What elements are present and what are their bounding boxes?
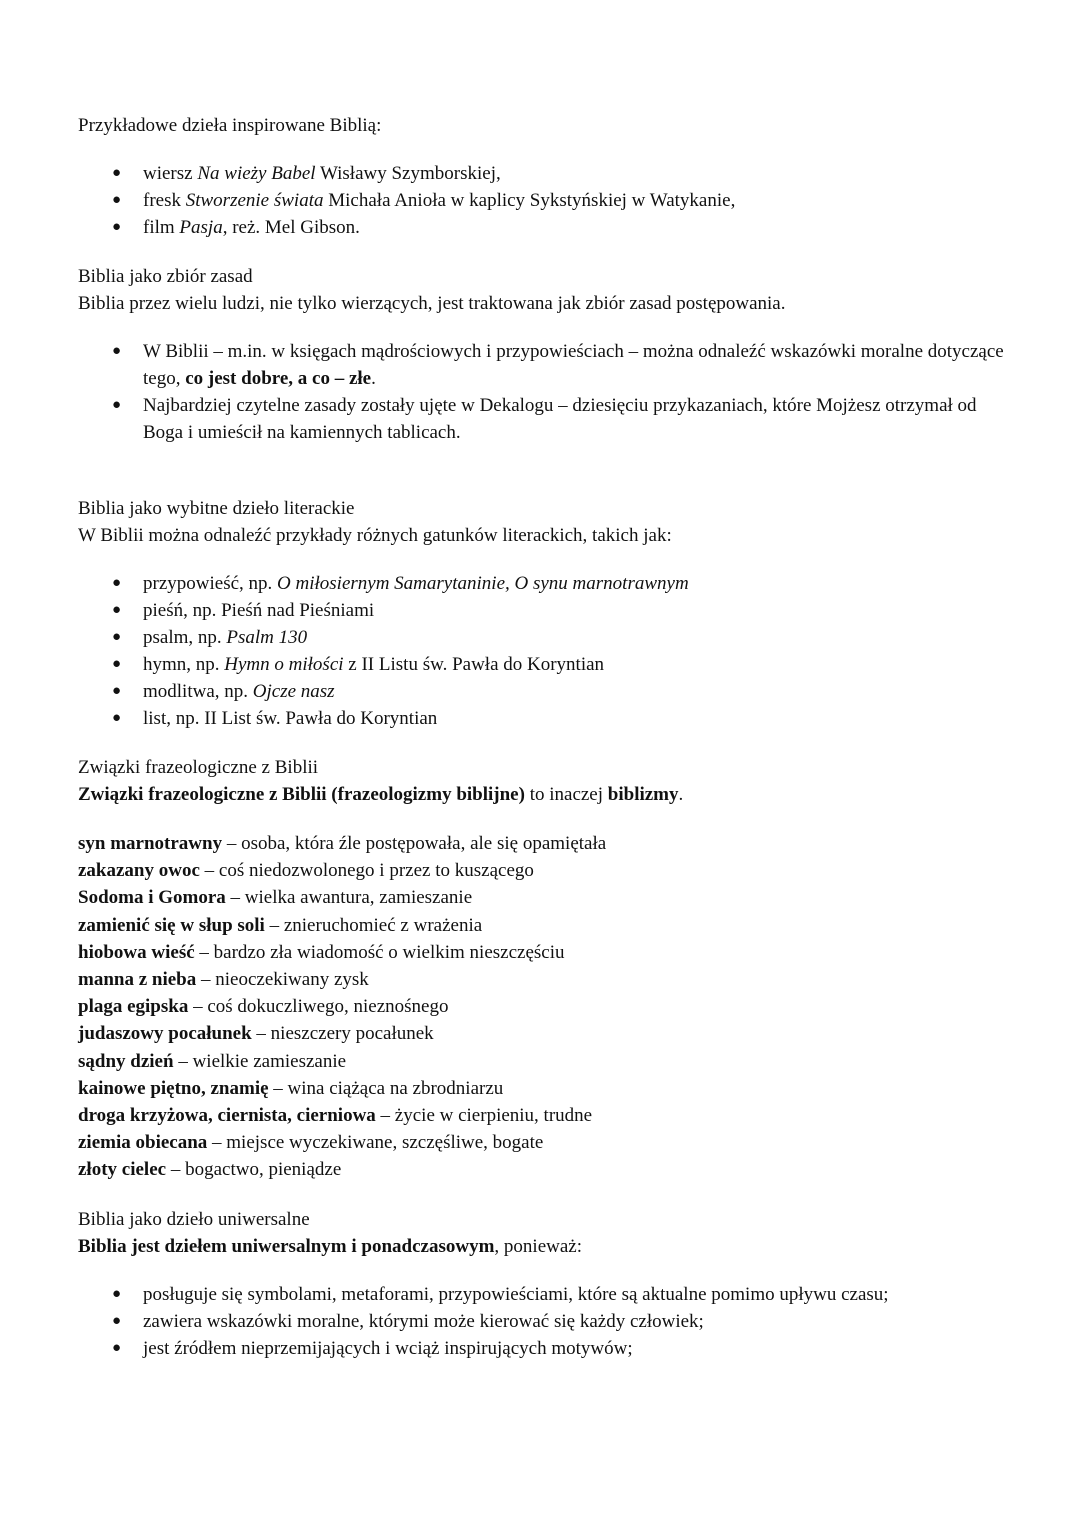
list-item: ● wiersz Na wieży Babel Wisławy Szymborskiej, — [78, 160, 1008, 187]
literary-list — [78, 570, 1008, 732]
list-item: zamienić się w słup soli – znieruchomieć z wrażenia — [78, 914, 483, 936]
bullet-icon: ● — [112, 683, 122, 699]
bullet-icon: ● — [112, 656, 122, 672]
list-item: Sodoma i Gomora – wielka awantura, zamieszanie — [78, 887, 473, 909]
bullet-icon: ● — [112, 397, 122, 413]
document-page — [78, 112, 1008, 1362]
list-item: ● modlitwa, np. Ojcze nasz — [78, 678, 1008, 705]
bullet-icon: ● — [112, 1285, 122, 1302]
bullet-icon: ● — [112, 1339, 122, 1356]
literary-heading: Biblia jako wybitne dzieło literackie — [78, 498, 355, 519]
works-heading: Przykładowe dzieła inspirowane Biblią: — [78, 115, 382, 136]
list-item: ● W Biblii – m.in. w księgach mądrościowych i przypowieściach – można odnaleźć wskazówki moralne dotyczące tego, co jest dobre, a co – złe. — [78, 338, 1008, 392]
bullet-icon: ● — [112, 165, 122, 181]
list-item: ● film Pasja, reż. Mel Gibson. — [78, 214, 1008, 241]
rules-list — [78, 338, 1008, 446]
list-item: złoty cielec – bogactwo, pieniądze — [78, 1159, 342, 1181]
list-item: ziemia obiecana – miejsce wyczekiwane, szczęśliwe, bogate — [78, 1132, 544, 1154]
list-item: ● list, np. II List św. Pawła do Koryntian — [78, 705, 1008, 732]
list-item: ● pieśń, np. Pieśń nad Pieśniami — [78, 597, 1008, 624]
phrases-intro: Związki frazeologiczne z Biblii (frazeologizmy biblijne) to inaczej biblizmy. — [78, 784, 684, 805]
phrases-section — [78, 754, 1008, 1184]
literary-intro: W Biblii można odnaleźć przykłady różnych gatunków literackich, takich jak: — [78, 525, 672, 546]
list-item: zakazany owoc – coś niedozwolonego i przez to kuszącego — [78, 860, 534, 882]
universal-heading: Biblia jako dzieło uniwersalne — [78, 1208, 310, 1230]
list-item: droga krzyżowa, ciernista, cierniowa – życie w cierpieniu, trudne — [78, 1105, 593, 1127]
list-item: ● fresk Stworzenie świata Michała Anioła w kaplicy Sykstyńskiej w Watykanie, — [78, 187, 1008, 214]
universal-intro: Biblia jest dziełem uniwersalnym i ponadczasowym, ponieważ: — [78, 1235, 582, 1257]
universal-section — [78, 1206, 1008, 1362]
list-item: ● jest źródłem nieprzemijających i wciąż inspirujących motywów; — [78, 1335, 1008, 1362]
rules-heading: Biblia jako zbiór zasad — [78, 266, 253, 287]
list-item: plaga egipska – coś dokuczliwego, nieznośnego — [78, 996, 449, 1018]
bullet-icon: ● — [112, 1312, 122, 1329]
bullet-icon: ● — [112, 219, 122, 235]
bullet-icon: ● — [112, 629, 122, 645]
bullet-icon: ● — [112, 710, 122, 726]
works-list — [78, 160, 1008, 241]
list-item: hiobowa wieść – bardzo zła wiadomość o wielkim nieszczęściu — [78, 941, 565, 963]
phrases-heading: Związki frazeologiczne z Biblii — [78, 757, 319, 778]
list-item: judaszowy pocałunek – nieszczery pocałunek — [78, 1023, 434, 1045]
list-item: ● zawiera wskazówki moralne, którymi może kierować się każdy człowiek; — [78, 1308, 1008, 1335]
works-section — [78, 112, 1008, 241]
literary-section — [78, 495, 1008, 732]
universal-list — [78, 1281, 1008, 1362]
list-item: kainowe piętno, znamię – wina ciążąca na zbrodniarzu — [78, 1077, 504, 1099]
list-item: ● Najbardziej czytelne zasady zostały ujęte w Dekalogu – dziesięciu przykazaniach, które Mojżesz otrzymał od Boga i umieścił na kamiennych tablicach. — [78, 392, 1008, 446]
bullet-icon: ● — [112, 192, 122, 208]
list-item: ● przypowieść, np. O miłosiernym Samarytaninie, O synu marnotrawnym — [78, 570, 1008, 597]
list-item: ● posługuje się symbolami, metaforami, przypowieściami, które są aktualne pomimo upływu czasu; — [78, 1281, 1008, 1308]
list-item: ● psalm, np. Psalm 130 — [78, 624, 1008, 651]
bullet-icon: ● — [112, 343, 122, 359]
phrases-list — [78, 830, 1008, 1184]
rules-intro: Biblia przez wielu ludzi, nie tylko wierzących, jest traktowana jak zbiór zasad postępowania. — [78, 293, 786, 314]
list-item: manna z nieba – nieoczekiwany zysk — [78, 969, 369, 991]
rules-section — [78, 263, 1008, 446]
bullet-icon: ● — [112, 602, 122, 618]
list-item: ● hymn, np. Hymn o miłości z II Listu św. Pawła do Koryntian — [78, 651, 1008, 678]
list-item: sądny dzień – wielkie zamieszanie — [78, 1050, 347, 1072]
list-item: syn marnotrawny – osoba, która źle postępowała, ale się opamiętała — [78, 833, 607, 854]
bullet-icon: ● — [112, 575, 122, 591]
